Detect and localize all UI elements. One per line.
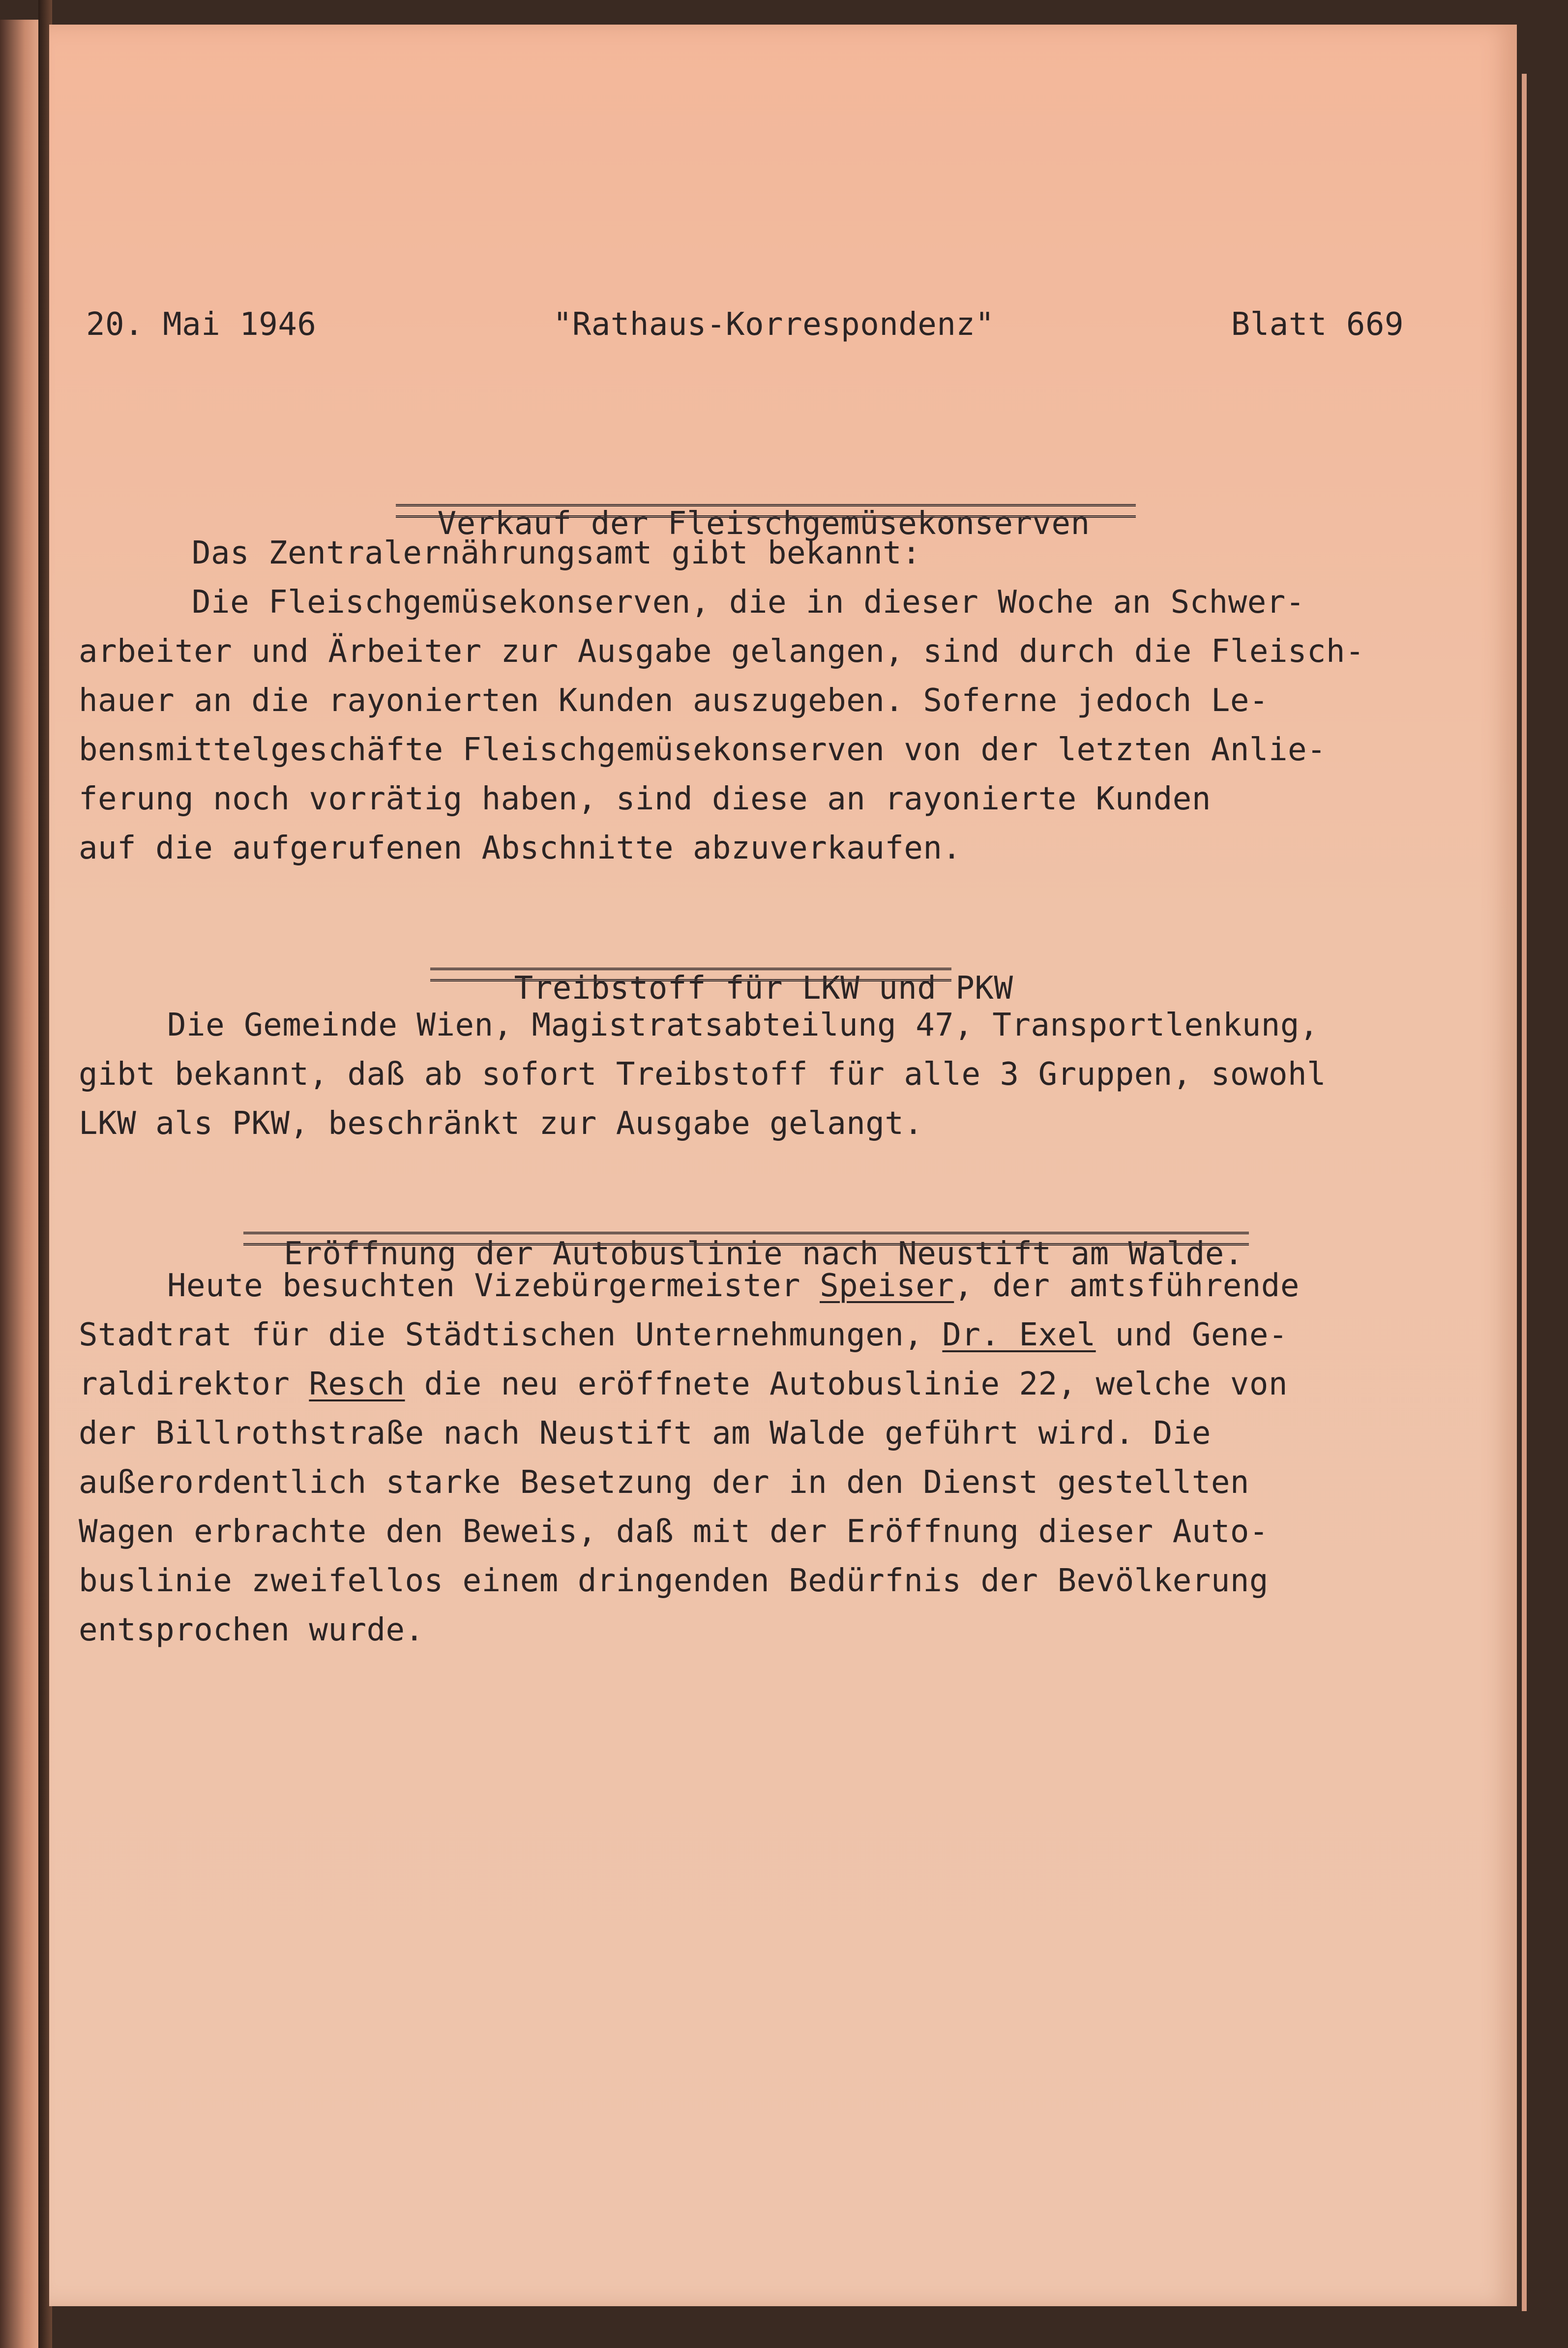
document-page [49,25,1517,2306]
article-1-line: auf die aufgerufenen Abschnitte abzuverkaufen. [79,830,962,866]
article-1-line: bensmittelgeschäfte Fleischgemüsekonserven von der letzten Anlie- [79,732,1327,768]
article-2-line: Die Gemeinde Wien, Magistratsabteilung 47, Transportlenkung, [167,1007,1319,1043]
article-2-line: LKW als PKW, beschränkt zur Ausgabe gelangt. [79,1105,923,1142]
left-page-edge [0,20,42,2348]
name-speiser: Speiser [820,1268,954,1304]
page-header [86,300,1404,349]
article-3-line: raldirektor Resch die neu eröffnete Autobuslinie 22, welche von [79,1366,1288,1402]
article-2-title: Treibstoff für LKW und PKW [514,970,1013,1007]
article-3-line: außerordentlich starke Besetzung der in den Dienst gestellten [79,1464,1249,1501]
article-3-line: entsprochen wurde. [79,1612,424,1648]
article-3-line: Wagen erbrachte den Beweis, daß mit der Eröffnung dieser Auto- [79,1514,1269,1550]
article-1-line: Die Fleischgemüsekonserven, die in dieser Woche an Schwer- [192,584,1305,621]
article-3-line: der Billrothstraße nach Neustift am Walde geführt wird. Die [79,1415,1211,1452]
article-3-line: Stadtrat für die Städtischen Unternehmungen, Dr. Exel und Gene- [79,1317,1288,1353]
header-date: 20. Mai 1946 [86,306,317,343]
name-dr-exel: Dr. Exel [942,1317,1096,1353]
article-1-line: Das Zentralernährungsamt gibt bekannt: [192,535,921,571]
header-publication: "Rathaus-Korrespondenz" [553,306,995,343]
name-resch: Resch [309,1366,405,1402]
article-3-title-rule [243,1232,1249,1246]
article-2-line: gibt bekannt, daß ab sofort Treibstoff für alle 3 Gruppen, sowohl [79,1056,1327,1093]
article-1-line: ferung noch vorrätig haben, sind diese an rayonierte Kunden [79,781,1211,817]
article-3-line: buslinie zweifellos einem dringenden Bedürfnis der Bevölkerung [79,1563,1269,1599]
article-1-title-rule [396,504,1136,518]
article-1-line: arbeiter und Ärbeiter zur Ausgabe gelangen, sind durch die Fleisch- [79,633,1365,670]
page-edge [1522,74,1527,2311]
article-2-title-rule [430,968,951,981]
article-1-title: Verkauf der Fleischgemüsekonserven [437,505,1090,542]
article-3-title: Eröffnung der Autobuslinie nach Neustift am Walde. [284,1236,1243,1272]
header-sheet: Blatt 669 [1231,306,1404,343]
article-1-line: hauer an die rayonierten Kunden auszugeben. Soferne jedoch Le- [79,683,1269,719]
article-3-line: Heute besuchten Vizebürgermeister Speiser, der amtsführende [167,1268,1300,1304]
